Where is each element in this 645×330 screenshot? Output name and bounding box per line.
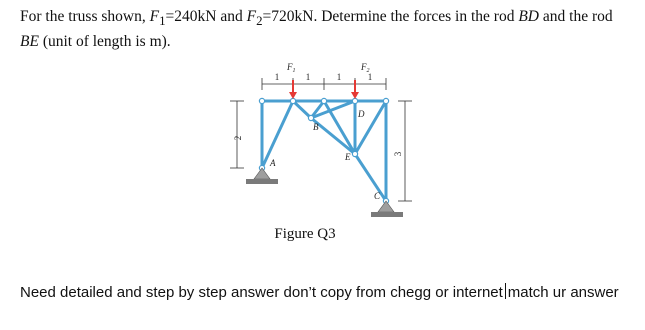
label-a: A [270, 158, 276, 168]
member-a-top1 [262, 101, 293, 168]
problem-text: For the truss shown, [20, 8, 150, 25]
support-a [246, 168, 278, 184]
f2-symbol: F [246, 8, 257, 25]
problem-text-mid: and the rod [539, 8, 613, 25]
f2-value: =720kN. Determine the forces in the rod [262, 8, 519, 25]
left-dimension-line [230, 101, 244, 168]
dim-right-3: 3 [393, 151, 403, 157]
problem-text-tail: (unit of length is m). [38, 33, 171, 51]
f2-subscript: 2 [256, 13, 263, 29]
force-f1-arrow [289, 80, 297, 99]
dim-top-4: 1 [367, 72, 373, 82]
member-top1-b [293, 101, 311, 118]
label-f1: $F_1$ [287, 62, 296, 74]
label-d: D [358, 109, 365, 119]
label-c: C [374, 191, 381, 201]
f1-subscript: 1 [159, 13, 166, 29]
request-text-part1: Need detailed and step by step answer don’t copy from chegg or internet [20, 284, 503, 301]
label-f2: $F_2$ [361, 62, 370, 74]
member-top2-e [324, 101, 355, 154]
f1-symbol: F [149, 8, 160, 25]
label-e: E [345, 152, 351, 162]
right-dimension-line [398, 101, 412, 201]
label-b: B [313, 122, 319, 132]
dim-top-1: 1 [274, 72, 280, 82]
support-c [371, 201, 403, 217]
member-ec [355, 154, 386, 201]
force-f2-arrow [351, 80, 359, 99]
figure-caption: Figure Q3 [274, 226, 336, 242]
f1-value: =240kN and [165, 8, 247, 25]
truss-members [262, 101, 386, 201]
dim-top-2: 1 [305, 72, 311, 82]
dim-left-2: 2 [233, 135, 243, 141]
rod-be-label: BE [20, 33, 39, 51]
dim-top-3: 1 [336, 72, 342, 82]
request-text [20, 283, 630, 302]
rod-bd-label: BD [518, 8, 540, 25]
request-text-part2: match ur answer [507, 284, 619, 301]
text-cursor [505, 283, 506, 299]
